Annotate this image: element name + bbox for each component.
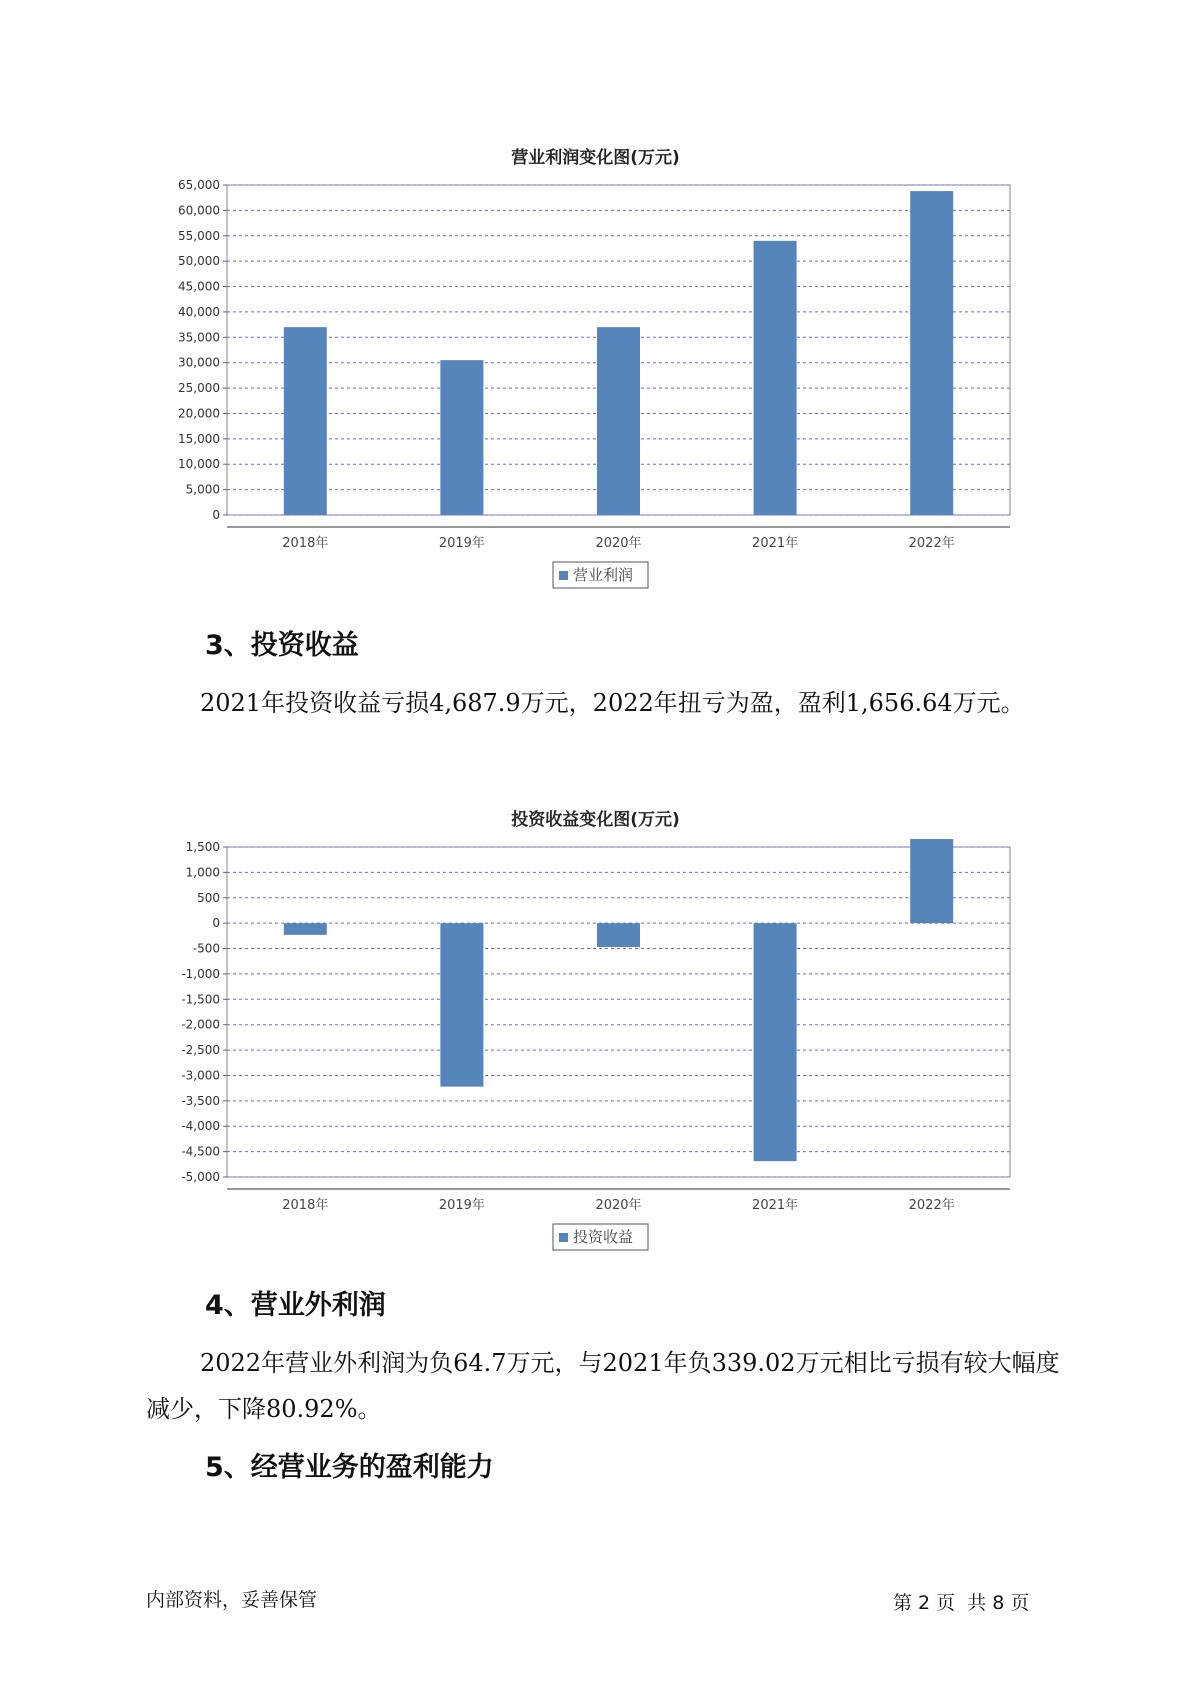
- x-tick-label: 2018年: [282, 1198, 329, 1213]
- y-tick-label: 45,000: [178, 279, 220, 294]
- x-tick-label: 2020年: [595, 1198, 642, 1213]
- y-tick-label: -500: [192, 941, 220, 956]
- y-tick-label: 10,000: [178, 457, 220, 472]
- plot-area: [227, 847, 1010, 1177]
- y-tick-label: 20,000: [178, 406, 220, 421]
- bar: [754, 241, 797, 515]
- legend-label: 营业利润: [573, 566, 634, 584]
- section3-paragraph: 2021年投资收益亏损4,687.9万元，2022年扭亏为盈，盈利1,656.64万元。: [200, 689, 1025, 717]
- y-tick-label: 500: [197, 890, 220, 905]
- chart2-title: 投资收益变化图(万元): [511, 810, 680, 830]
- y-tick-label: -1,500: [181, 992, 220, 1007]
- bar: [754, 923, 797, 1161]
- bar: [597, 923, 640, 947]
- bar: [910, 839, 953, 923]
- chart1-title: 营业利润变化图(万元): [511, 148, 680, 168]
- section3-heading: 3、投资收益: [205, 630, 359, 661]
- bar: [910, 191, 953, 515]
- y-tick-label: 35,000: [178, 330, 220, 345]
- y-tick-label: 1,500: [185, 840, 220, 854]
- section4-heading: 4、营业外利润: [205, 1290, 386, 1321]
- footer-page-number: 第 2 页 共 8 页: [893, 1592, 1030, 1614]
- y-tick-label: 0: [212, 916, 220, 931]
- x-tick-label: 2021年: [752, 536, 799, 551]
- y-tick-label: -3,000: [181, 1068, 220, 1083]
- y-tick-label: 50,000: [178, 254, 220, 269]
- section5-heading: 5、经营业务的盈利能力: [205, 1452, 494, 1483]
- y-tick-label: 60,000: [178, 203, 220, 218]
- x-tick-label: 2021年: [752, 1198, 799, 1213]
- bar: [440, 923, 483, 1086]
- y-tick-label: -4,500: [181, 1144, 220, 1159]
- y-tick-label: 5,000: [185, 482, 220, 497]
- y-tick-label: -1,000: [181, 966, 220, 981]
- bar: [597, 327, 640, 515]
- bar: [440, 360, 483, 515]
- y-tick-label: -3,500: [181, 1093, 220, 1108]
- y-tick-label: -4,000: [181, 1119, 220, 1134]
- x-tick-label: 2020年: [595, 536, 642, 551]
- bar: [284, 923, 327, 935]
- legend-swatch: [559, 571, 568, 580]
- y-tick-label: 55,000: [178, 228, 220, 243]
- y-tick-label: 30,000: [178, 355, 220, 370]
- section4-paragraph: 2022年营业外利润为负64.7万元，与2021年负339.02万元相比亏损有较大幅度减少，下降80.92%。: [146, 1349, 1060, 1423]
- y-tick-label: 40,000: [178, 304, 220, 319]
- legend-label: 投资收益: [573, 1228, 634, 1246]
- y-tick-label: 65,000: [178, 178, 220, 192]
- y-tick-label: -5,000: [181, 1170, 220, 1184]
- y-tick-label: -2,500: [181, 1043, 220, 1058]
- operating-profit-chart: [0, 170, 1191, 590]
- x-tick-label: 2022年: [908, 536, 955, 551]
- y-tick-label: 1,000: [185, 865, 220, 880]
- bar: [284, 327, 327, 515]
- x-tick-label: 2022年: [908, 1198, 955, 1213]
- y-tick-label: -2,000: [181, 1017, 220, 1032]
- investment-income-chart: [0, 832, 1191, 1252]
- x-tick-label: 2018年: [282, 536, 329, 551]
- y-tick-label: 0: [212, 508, 220, 522]
- y-tick-label: 25,000: [178, 381, 220, 396]
- footer-confidential-note: 内部资料，妥善保管: [146, 1589, 318, 1611]
- y-tick-label: 15,000: [178, 431, 220, 446]
- x-tick-label: 2019年: [438, 1198, 485, 1213]
- x-tick-label: 2019年: [438, 536, 485, 551]
- legend-swatch: [559, 1233, 568, 1242]
